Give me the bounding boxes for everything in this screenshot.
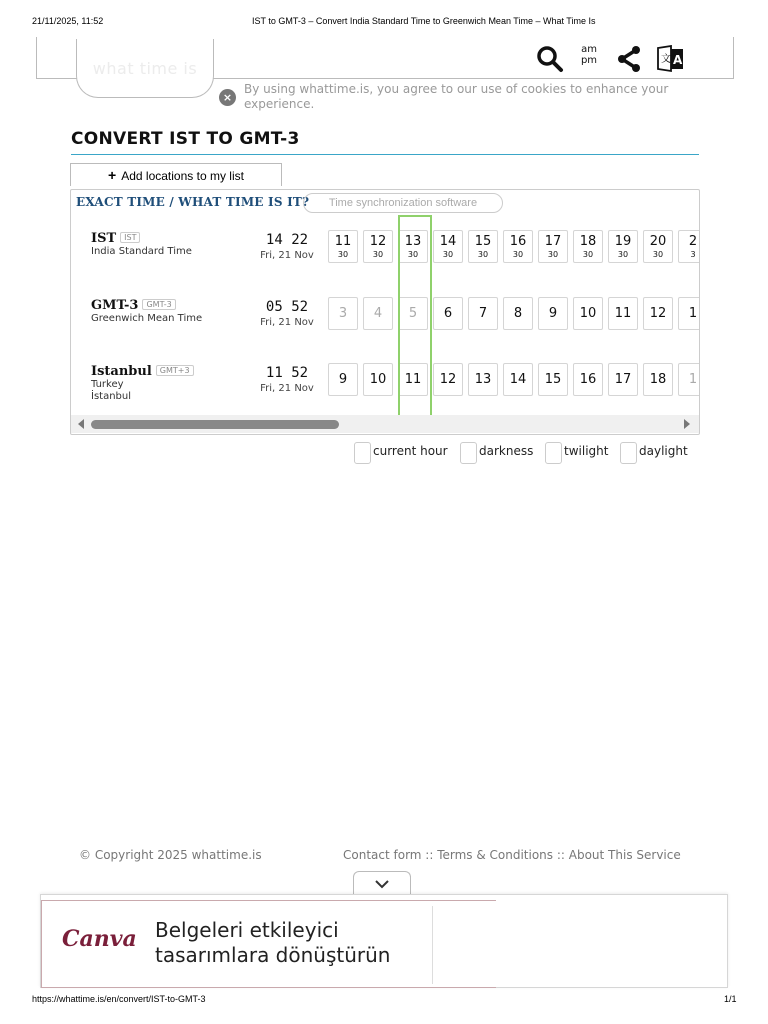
minute-value: 30 <box>372 250 384 259</box>
hour-value: 18 <box>649 372 667 387</box>
hour-cell[interactable] <box>433 297 463 330</box>
legend-swatch <box>460 442 477 464</box>
hour-cell[interactable] <box>328 363 358 396</box>
language-icon[interactable] <box>656 45 686 73</box>
hour-value: 9 <box>338 372 348 387</box>
local-time: 14 22 <box>265 232 309 248</box>
location-subtitle: İstanbul <box>91 391 132 402</box>
legend-label: darkness <box>479 444 534 458</box>
hour-value: 4 <box>373 306 383 321</box>
hour-value: 10 <box>579 306 597 321</box>
hour-value: 16 <box>579 372 597 387</box>
hour-value: 5 <box>408 306 418 321</box>
hour-cell[interactable] <box>608 363 638 396</box>
hour-value: 2 <box>688 234 698 249</box>
hour-value: 12 <box>649 306 667 321</box>
timezone-badge: GMT-3 <box>142 299 175 310</box>
hour-value: 11 <box>614 306 632 321</box>
local-date: Fri, 21 Nov <box>260 317 314 328</box>
hour-value: 1 <box>688 306 698 321</box>
legend-label: twilight <box>564 444 609 458</box>
location-subtitle: India Standard Time <box>91 246 192 257</box>
hour-cell[interactable] <box>363 363 393 396</box>
hour-value: 13 <box>404 234 422 249</box>
hour-value: 17 <box>544 234 562 249</box>
share-icon[interactable] <box>616 45 642 73</box>
hour-value: 9 <box>548 306 558 321</box>
title-divider <box>71 154 699 155</box>
hour-cell[interactable] <box>643 363 673 396</box>
logo-tab[interactable] <box>76 39 214 98</box>
hour-cell[interactable] <box>468 230 498 263</box>
svg-text:A: A <box>673 53 683 67</box>
footer-links <box>343 848 681 862</box>
hour-value: 8 <box>513 306 523 321</box>
hour-cell[interactable] <box>643 230 673 263</box>
ad-headline <box>155 918 425 968</box>
hour-value: 20 <box>649 234 667 249</box>
hour-value: 15 <box>474 234 492 249</box>
minute-value: 30 <box>652 250 664 259</box>
hour-cell[interactable] <box>573 363 603 396</box>
print-date: 21/11/2025, 11:52 <box>32 16 104 26</box>
legend-label: current hour <box>373 444 448 458</box>
minute-value: 30 <box>582 250 594 259</box>
print-page-title: IST to GMT-3 – Convert India Standard Time to Greenwich Mean Time – What Time Is <box>252 16 596 26</box>
link-separator: :: <box>421 848 438 862</box>
copyright-text: © Copyright 2025 whattime.is <box>79 848 262 862</box>
hour-cell[interactable] <box>503 363 533 396</box>
page-title: CONVERT IST TO GMT-3 <box>71 129 300 149</box>
search-icon[interactable] <box>536 45 564 73</box>
hour-cell[interactable] <box>398 230 428 263</box>
hour-value: 7 <box>478 306 488 321</box>
location-info[interactable] <box>91 227 192 258</box>
hour-value: 3 <box>338 306 348 321</box>
print-footer <box>0 994 768 1008</box>
local-date: Fri, 21 Nov <box>260 383 314 394</box>
minute-value: 30 <box>407 250 419 259</box>
legend-label: daylight <box>639 444 688 458</box>
minute-value: 30 <box>477 250 489 259</box>
ad-collapse-button[interactable] <box>353 871 411 896</box>
print-header <box>0 16 768 30</box>
timezone-badge: IST <box>120 232 140 243</box>
plus-icon: + <box>108 167 117 183</box>
hour-value: 1 <box>688 372 698 387</box>
print-page-number: 1/1 <box>724 994 737 1004</box>
terms-link[interactable]: Terms & Conditions <box>437 848 554 862</box>
legend-swatch <box>620 442 637 464</box>
chevron-down-icon <box>354 872 410 896</box>
scroll-thumb[interactable] <box>91 420 339 429</box>
location-subtitle: Turkey <box>91 379 124 390</box>
minute-value: 30 <box>442 250 454 259</box>
minute-value: 30 <box>547 250 559 259</box>
hour-cell[interactable] <box>503 297 533 330</box>
hour-cell[interactable] <box>573 230 603 263</box>
hour-value: 12 <box>369 234 387 249</box>
minute-value: 3 <box>690 250 696 259</box>
hour-cell[interactable] <box>538 230 568 263</box>
hour-value: 14 <box>439 234 457 249</box>
location-subtitle: Greenwich Mean Time <box>91 313 203 324</box>
hour-value: 14 <box>509 372 527 387</box>
hour-value: 15 <box>544 372 562 387</box>
legend-swatch <box>354 442 371 464</box>
hour-value: 16 <box>509 234 527 249</box>
ad-headline-line2: tasarımlara dönüştürün <box>155 943 391 967</box>
ampm-toggle[interactable] <box>578 44 600 66</box>
timezone-badge: GMT+3 <box>156 365 194 376</box>
print-url: https://whattime.is/en/convert/IST-to-GMT-3 <box>32 994 206 1004</box>
scroll-right-arrow-icon[interactable] <box>684 419 690 429</box>
hour-cell[interactable] <box>398 363 428 396</box>
hour-cell[interactable] <box>608 297 638 330</box>
about-link[interactable]: About This Service <box>568 848 681 862</box>
hour-cell[interactable] <box>608 230 638 263</box>
time-sync-button[interactable]: Time synchronization software <box>303 193 503 213</box>
hour-value: 19 <box>614 234 632 249</box>
hour-cell[interactable] <box>503 230 533 263</box>
hour-value: 10 <box>369 372 387 387</box>
link-separator: :: <box>553 848 569 862</box>
location-info[interactable] <box>91 360 194 403</box>
hour-cell[interactable] <box>468 297 498 330</box>
hour-cell[interactable] <box>538 297 568 330</box>
svg-text:文: 文 <box>661 54 671 65</box>
ad-logo: Canva <box>62 926 137 952</box>
hour-value: 11 <box>404 372 422 387</box>
local-time: 11 52 <box>265 365 309 381</box>
ampm-am-label: am <box>581 44 597 55</box>
hour-value: 6 <box>443 306 453 321</box>
location-name: GMT-3 <box>91 298 139 313</box>
ampm-pm-label: pm <box>580 55 598 66</box>
hour-cell[interactable] <box>678 297 700 330</box>
hour-cell[interactable] <box>433 230 463 263</box>
hour-value: 12 <box>439 372 457 387</box>
ad-headline-line1: Belgeleri etkileyici <box>155 918 339 942</box>
location-name: Istanbul <box>91 364 152 379</box>
location-name: IST <box>91 231 117 246</box>
legend-swatch <box>545 442 562 464</box>
cookie-close-icon[interactable]: × <box>219 89 236 106</box>
hour-cell[interactable] <box>538 363 568 396</box>
hour-value: 18 <box>579 234 597 249</box>
hour-cell[interactable] <box>398 297 428 330</box>
hour-cell[interactable] <box>678 230 700 263</box>
location-info[interactable] <box>91 294 202 325</box>
site-logo: what time is <box>92 59 198 78</box>
hour-cell[interactable] <box>573 297 603 330</box>
minute-value: 30 <box>617 250 629 259</box>
hour-cell[interactable] <box>363 297 393 330</box>
hour-value: 13 <box>474 372 492 387</box>
hour-cell[interactable] <box>468 363 498 396</box>
add-locations-button[interactable] <box>70 163 282 186</box>
cookie-notice: By using whattime.is, you agree to our use of cookies to enhance your experience. <box>244 82 669 111</box>
hour-cell[interactable] <box>678 363 700 396</box>
hour-cell[interactable] <box>328 230 358 263</box>
hour-cell[interactable] <box>643 297 673 330</box>
minute-value: 30 <box>337 250 349 259</box>
minute-value: 30 <box>512 250 524 259</box>
hour-value: 11 <box>334 234 352 249</box>
hour-cell[interactable] <box>363 230 393 263</box>
scroll-left-arrow-icon[interactable] <box>78 419 84 429</box>
local-date: Fri, 21 Nov <box>260 250 314 261</box>
ad-divider <box>432 906 433 984</box>
local-time: 05 52 <box>265 299 309 315</box>
contact-form-link[interactable]: Contact form <box>343 848 422 862</box>
conversion-panel <box>70 189 700 435</box>
add-locations-label: Add locations to my list <box>121 169 244 183</box>
horizontal-scrollbar[interactable] <box>71 415 699 433</box>
hour-cell[interactable] <box>433 363 463 396</box>
exact-time-label: EXACT TIME / WHAT TIME IS IT? <box>76 195 310 209</box>
hour-value: 17 <box>614 372 632 387</box>
hour-cell[interactable] <box>328 297 358 330</box>
